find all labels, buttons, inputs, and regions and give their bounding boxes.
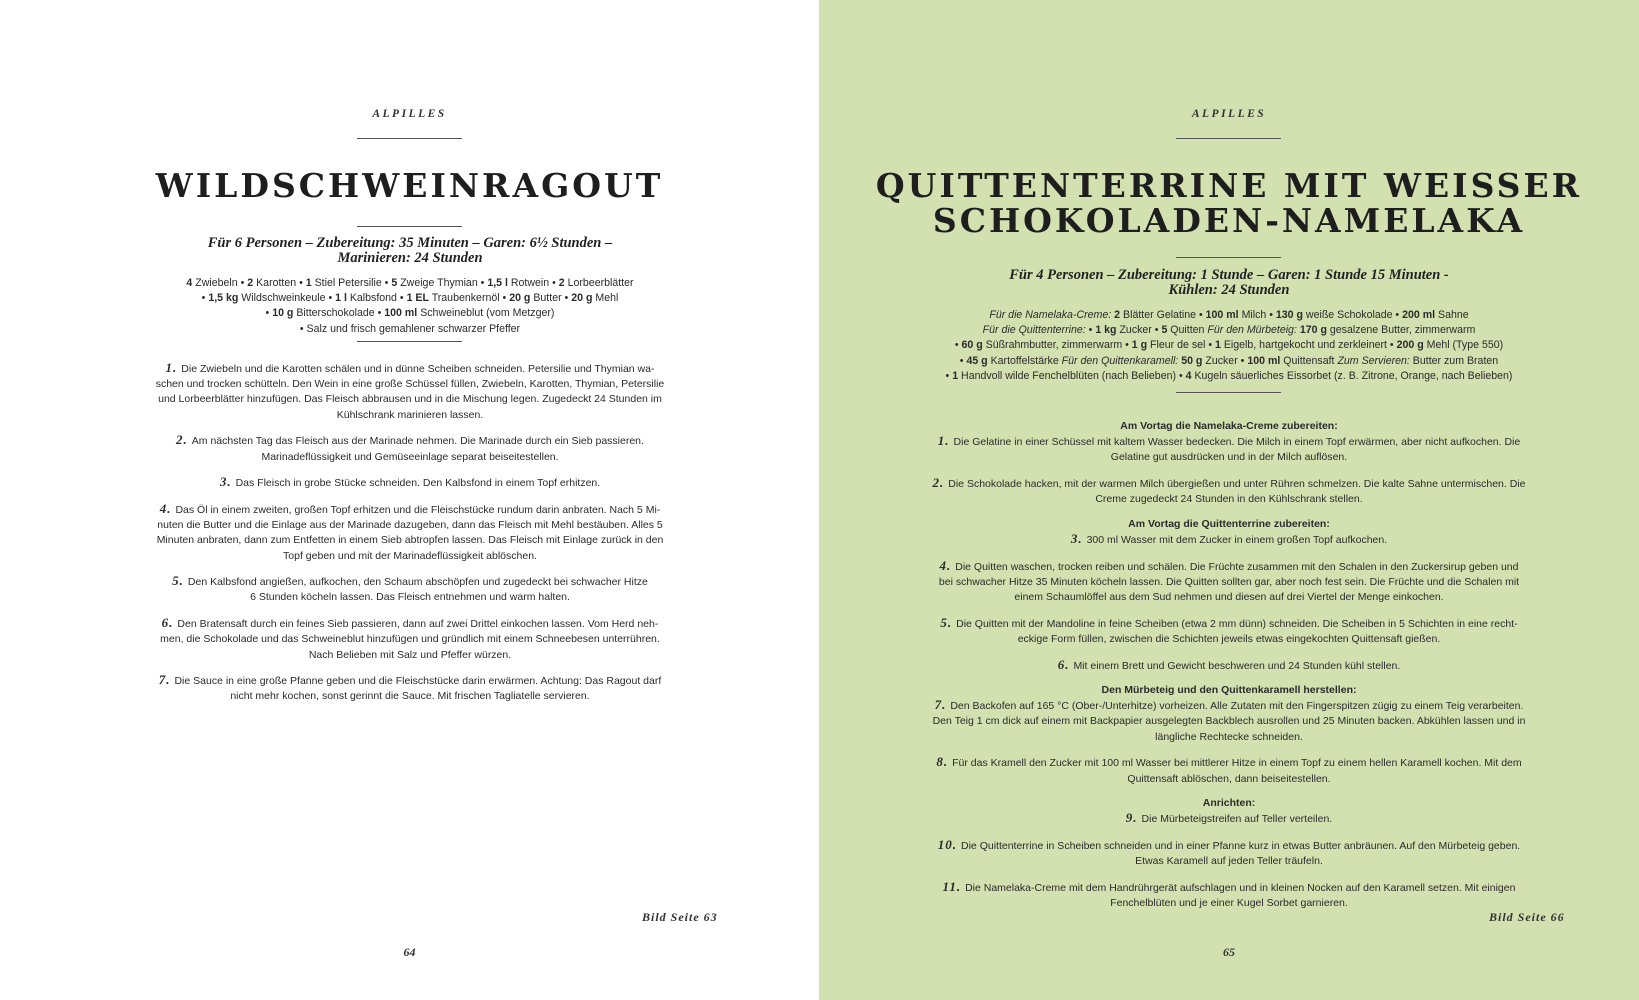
right-recipe-title: [819, 168, 1639, 238]
step-text: Mit einem Brett und Gewicht beschweren und 24 Stunden kühl stellen.: [1073, 659, 1401, 672]
step-number: 4.: [159, 500, 172, 516]
step-text-line: [869, 590, 1589, 605]
step-number: 9.: [1125, 810, 1138, 826]
step-text: Gelatine gut ausdrücken und in der Milch auflösen.: [1110, 451, 1348, 464]
step-text-line: [150, 377, 670, 392]
ingredient-line: • Salz und frisch gemahlener schwarzer Pfeffer: [299, 322, 521, 335]
step-number: 5.: [940, 614, 953, 630]
step-number: 11.: [942, 878, 962, 894]
step-text: 300 ml Wasser mit dem Zucker in einem großen Topf aufkochen.: [1086, 533, 1388, 546]
step-text-line: [150, 615, 670, 632]
step-number: 3.: [219, 474, 232, 490]
step-number: 5.: [172, 573, 184, 589]
step-number: 4.: [939, 557, 952, 573]
section-subhead: Am Vortag die Quittenterrine zubereiten:: [1128, 517, 1330, 530]
section-subhead: Den Mürbeteig und den Quittenkaramell herstellen:: [1101, 684, 1357, 697]
left-ingredient-list: [140, 276, 680, 337]
step-number: 10.: [937, 836, 958, 852]
step-text-line: [869, 433, 1589, 450]
step-text: Fenchelblüten und je einer Kugel Sorbet garnieren.: [1110, 897, 1348, 910]
step-text-line: [869, 714, 1589, 729]
step-text: Das Öl in einem zweiten, großen Topf erhitzen und die Fleischstücke rundum darin anbraten. Nach 5 Mi-: [175, 503, 661, 516]
step-text: Die Mürbeteigstreifen auf Teller verteilen.: [1141, 813, 1333, 826]
right-meta-line: Für 4 Personen – Zubereitung: 1 Stunde – Garen: 1 Stunde 15 Minuten -: [1009, 267, 1449, 283]
step-number: 1.: [937, 433, 950, 448]
ingredient-line: • 10 g Bitterschokolade • 100 ml Schweineblut (vom Metzger): [265, 307, 555, 320]
step-text: Den Backofen auf 165 °C (Ober-/Unterhitze) vorheizen. Alle Zutaten mit den Fingerspitzen zügig zu einem Teig verarbeiten.: [950, 700, 1524, 713]
step-text: Das Fleisch in grobe Stücke schneiden. Den Kalbsfond in einem Topf erhitzen.: [235, 477, 601, 490]
step-text: Die Gelatine in einer Schüssel mit kaltem Wasser bedecken. Die Milch in einem Topf erwärmen, aber nicht aufkochen. Die: [953, 436, 1521, 448]
step-text-line: [869, 879, 1589, 896]
step-text-line: [150, 432, 670, 449]
step-text-line: [150, 672, 670, 689]
section-subhead: Anrichten:: [1202, 797, 1256, 810]
step-text-line: [869, 575, 1589, 590]
step-text: einem Schaumlöffel aus dem Sud nehmen und diesen auf drei Viertel der Menge einkochen.: [1014, 590, 1444, 603]
right-page: [819, 0, 1639, 1000]
step-number: 2.: [932, 474, 945, 490]
right-steps: [869, 419, 1589, 921]
step-text-line: [869, 854, 1589, 869]
recipe-step: [869, 657, 1589, 674]
step-text-line: [869, 531, 1589, 548]
step-text: 6 Stunden köcheln lassen. Das Fleisch entnehmen und warm halten.: [250, 591, 570, 604]
step-number: 6.: [1057, 656, 1070, 672]
right-ingredients-rule: [1176, 392, 1281, 393]
recipe-step: [150, 501, 670, 564]
recipe-step: [150, 672, 670, 704]
step-text: Kühlschrank marinieren lassen.: [336, 408, 484, 421]
step-text: Die Quitten waschen, trocken reiben und schälen. Die Früchte zusammen mit den Schalen in den Zuckersirup geben und: [955, 560, 1519, 573]
recipe-step: [150, 360, 670, 423]
step-number: 7.: [158, 672, 171, 688]
step-text-line: [869, 450, 1589, 465]
step-number: 6.: [161, 615, 174, 631]
step-text-line: [869, 810, 1589, 827]
step-text-line: [150, 360, 670, 377]
step-number: 1.: [165, 360, 178, 375]
right-recipe-meta: [929, 268, 1529, 298]
step-number: 2.: [176, 432, 188, 448]
step-text-line: [150, 474, 670, 491]
step-text: bei schwacher Hitze 35 Minuten köcheln lassen. Die Quitten sollten gar, aber noch fest sein. Die Früchte und die Schalen mit: [938, 575, 1520, 588]
step-text-line: [150, 450, 670, 465]
left-kicker-rule: [357, 138, 462, 139]
step-text-line: [869, 896, 1589, 911]
step-text: Die Quittenterrine in Scheiben schneiden und in einer Pfanne kurz in etwas Butter anbräunen. Auf den Mürbeteig geben.: [961, 839, 1521, 852]
left-recipe-title: WILDSCHWEINRAGOUT: [155, 166, 664, 205]
right-ingredient-list: [869, 308, 1589, 384]
recipe-step: [150, 573, 670, 605]
recipe-step: [869, 837, 1589, 869]
right-title-line: QUITTENTERRINE MIT WEISSER: [875, 166, 1583, 205]
left-page: [0, 0, 819, 1000]
recipe-step: [869, 879, 1589, 911]
right-meta-line: Kühlen: 24 Stunden: [1168, 282, 1290, 298]
step-text: Den Kalbsfond angießen, aufkochen, den Schaum abschöpfen und zugedeckt bei schwacher Hitze: [187, 576, 648, 589]
ingredient-line: 4 Zwiebeln • 2 Karotten • 1 Stiel Petersilie • 5 Zweige Thymian • 1,5 l Rotwein • 2 Lorbeerblätter: [186, 277, 634, 289]
ingredient-line: • 60 g Süßrahmbutter, zimmerwarm • 1 g Fleur de sel • 1 Eigelb, hartgekocht und zerkleinert • 200 g Mehl (Type 550): [954, 339, 1504, 352]
step-text: und Lorbeerblätter hinzufügen. Das Fleisch abbrausen und in die Mischung legen. Zugedeckt 24 Stunden im: [158, 393, 662, 406]
step-number: 3.: [1070, 530, 1083, 546]
right-title-line: SCHOKOLADEN-NAMELAKA: [932, 201, 1526, 240]
step-text: nicht mehr kochen, sonst gerinnt die Sauce. Mit frischen Tagliatelle servieren.: [230, 690, 590, 703]
recipe-step: [150, 432, 670, 464]
step-text: Topf geben und mit der Marinadeflüssigkeit ablöschen.: [283, 549, 537, 562]
step-text-line: [869, 632, 1589, 647]
recipe-step: [150, 474, 670, 491]
step-text-line: [869, 475, 1589, 492]
step-text: eckige Form füllen, zwischen die Schichten jeweils etwas eingekochten Quittensaft gießen.: [1017, 632, 1441, 645]
left-ingredients-rule: [357, 341, 462, 342]
step-text: Quittensaft ablöschen, dann beiseitestellen.: [1127, 772, 1331, 785]
left-page-number: 64: [403, 945, 416, 959]
step-text-line: [150, 590, 670, 605]
step-text-line: [150, 408, 670, 423]
step-text-line: [150, 689, 670, 704]
step-text-line: [869, 615, 1589, 632]
step-text-line: [869, 754, 1589, 771]
left-steps: [150, 360, 670, 714]
right-kicker-rule: [1176, 138, 1281, 139]
recipe-step: [869, 558, 1589, 606]
step-text-line: [150, 518, 670, 533]
step-text-line: [150, 549, 670, 564]
left-title-rule: [357, 226, 462, 227]
step-text: men, die Schokolade und das Schweineblut hinzufügen und gründlich mit einem Schneebesen unterrühren.: [160, 633, 660, 646]
left-kicker: ALPILLES: [372, 108, 447, 120]
step-text: Die Zwiebeln und die Karotten schälen und in dünne Scheiben schneiden. Petersilie und Thymian wa-: [181, 363, 655, 375]
step-text-line: [869, 730, 1589, 745]
step-text-line: [150, 632, 670, 647]
step-text: Die Quitten mit der Mandoline in feine Scheiben (etwa 2 mm dünn) schneiden. Die Scheiben in 5 Schichten in eine recht-: [956, 617, 1518, 630]
step-text-line: [150, 392, 670, 407]
step-text: nuten die Butter und die Einlage aus der Marinade dazugeben, dann das Fleisch mit Mehl bestäuben. Alles 5: [157, 519, 663, 532]
step-text: Nach Belieben mit Salz und Pfeffer würzen.: [308, 648, 512, 661]
step-text-line: [869, 837, 1589, 854]
step-text-line: [869, 492, 1589, 507]
recipe-step: [150, 615, 670, 663]
step-text-line: [150, 501, 670, 518]
step-text: Die Schokolade hacken, mit der warmen Milch übergießen und unter Rühren schmelzen. Die kalte Sahne untermischen. Die: [948, 477, 1526, 490]
ingredient-line: • 1 Handvoll wilde Fenchelblüten (nach Belieben) • 4 Kugeln säuerliches Eissorbet (z. B. Zitrone, Orange, nach Belieben): [945, 369, 1513, 382]
ingredient-line: • 45 g Kartoffelstärke Für den Quittenkaramell: 50 g Zucker • 100 ml Quittensaft Zum Servieren: Butter zum Braten: [959, 354, 1499, 367]
right-picture-reference: Bild Seite 66: [1489, 910, 1565, 924]
recipe-step: [869, 615, 1589, 647]
ingredient-line: • 1,5 kg Wildschweinkeule • 1 l Kalbsfond • 1 EL Traubenkernöl • 20 g Butter • 20 g Mehl: [201, 292, 619, 305]
recipe-step: [869, 697, 1589, 745]
step-text: Die Namelaka-Creme mit dem Handrührgerät aufschlagen und in kleinen Nocken auf den Karamell setzen. Mit einigen: [965, 881, 1516, 894]
recipe-step: [869, 475, 1589, 507]
step-text-line: [150, 648, 670, 663]
right-title-rule: [1176, 257, 1281, 258]
step-text: Am nächsten Tag das Fleisch aus der Marinade nehmen. Die Marinade durch ein Sieb passieren.: [191, 435, 644, 448]
step-number: 8.: [936, 754, 949, 770]
step-text: Marinadeflüssigkeit und Gemüseeinlage separat beiseitestellen.: [261, 450, 559, 463]
step-text: Den Bratensaft durch ein feines Sieb passieren, dann auf zwei Drittel einkochen lassen. Vom Herd neh-: [177, 618, 659, 631]
left-recipe-meta: [150, 236, 670, 266]
left-picture-reference: Bild Seite 63: [642, 910, 718, 924]
step-text: schen und trocken schütteln. Den Wein in eine große Schüssel füllen, Zwiebeln, Karotten, Thymian, Petersilie: [155, 378, 665, 391]
step-text: längliche Rechtecke schneiden.: [1155, 730, 1303, 743]
step-text-line: [150, 533, 670, 548]
step-text-line: [150, 573, 670, 590]
step-text-line: [869, 558, 1589, 575]
step-text: Die Sauce in eine große Pfanne geben und die Fleischstücke darin erwärmen. Achtung: Das Ragout darf: [174, 675, 662, 688]
step-number: 7.: [934, 697, 947, 713]
step-text: Den Teig 1 cm dick auf einem mit Backpapier ausgelegten Backblech ausrollen und 25 Minuten backen. Abkühlen lassen und in: [932, 715, 1526, 728]
step-text-line: [869, 657, 1589, 674]
right-page-number: 65: [1223, 945, 1235, 959]
ingredient-line: Für die Quittenterrine: • 1 kg Zucker • 5 Quitten Für den Mürbeteig: 170 g gesalzene Butter, zimmerwarm: [982, 324, 1476, 337]
section-subhead: Am Vortag die Namelaka-Creme zubereiten:: [1120, 420, 1338, 432]
recipe-step: [869, 433, 1589, 465]
step-text: Für das Kramell den Zucker mit 100 ml Wasser bei mittlerer Hitze in einem Topf zu einem hellen Karamell kochen. Mit dem: [952, 757, 1522, 770]
step-text: Creme zugedeckt 24 Stunden in den Kühlschrank stellen.: [1095, 493, 1363, 506]
right-kicker: ALPILLES: [1191, 108, 1267, 120]
recipe-step: [869, 810, 1589, 827]
step-text: Etwas Karamell auf jeden Teller träufeln.: [1135, 855, 1323, 868]
step-text: Minuten anbraten, dann zum Entfetten in einem Sieb abtropfen lassen. Das Fleisch mit Einlage zurück in den: [156, 534, 664, 547]
recipe-step: [869, 754, 1589, 786]
left-meta-line: Für 6 Personen – Zubereitung: 35 Minuten – Garen: 6½ Stunden –: [207, 235, 613, 251]
ingredient-line: Für die Namelaka-Creme: 2 Blätter Gelatine • 100 ml Milch • 130 g weiße Schokolade • 200 ml Sahne: [989, 309, 1469, 321]
step-text-line: [869, 772, 1589, 787]
step-text-line: [869, 697, 1589, 714]
recipe-step: [869, 531, 1589, 548]
left-meta-line: Marinieren: 24 Stunden: [337, 250, 483, 266]
